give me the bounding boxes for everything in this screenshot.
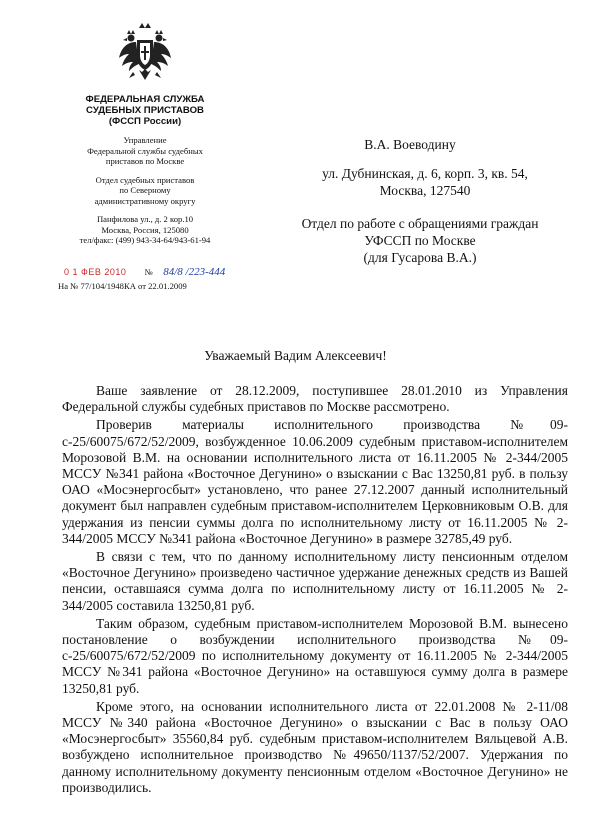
org-title-line2: СУДЕБНЫХ ПРИСТАВОВ: [86, 105, 204, 116]
paragraph-1: Ваше заявление от 28.12.2009, поступившее 28.01.2010 из Управления Федеральной службы судебных приставов по Москве рассмотрено.: [62, 383, 568, 415]
dept-line2: Федеральной службы судебных: [87, 145, 203, 156]
division-line3: административному округу: [94, 195, 196, 206]
paragraph-4: Таким образом, судебным приставом-исполнителем Морозовой В.М. вынесено постановление о возбуждении исполнительного производства №09-с-25/60075/672/52/2009 по исполнительному документу от 16.11.2005 № 2-344/2005 МССУ №341 района «Восточное Дегунино» на оставшуюся сумму долга в размере 13250,81 руб.: [62, 615, 568, 696]
dept-line3: приставов по Москве: [105, 156, 185, 166]
org-title-line1: ФЕДЕРАЛЬНАЯ СЛУЖБА: [85, 94, 205, 105]
salutation: Уважаемый Вадим Алексеевич!: [204, 348, 387, 363]
copy-recipient-line3: (для Гусарова В.А.): [363, 250, 477, 265]
addressee-name: В.А. Воеводину: [364, 137, 456, 152]
dept-line1: Управление: [123, 135, 167, 145]
addressee-city: Москва, 127540: [379, 183, 471, 198]
org-title-line3: (ФССП России): [108, 116, 182, 127]
letter-body: [62, 383, 568, 798]
paragraph-5: Кроме этого, на основании исполнительного листа от 22.01.2008 № 2-11/08 МССУ №340 района «Восточное Дегунино» о взыскании с Вас в пользу ОАО «Мосэнергосбыт» 35560,84 руб. судебным приставом-исполнителем Вяльцевой А.В. возбуждено исполнительное производство №49650/1137/52/2007. Удержания по данному исполнительному документу пенсионным отделом «Восточное Дегунино» не производились.: [62, 698, 568, 795]
paragraph-2: Проверив материалы исполнительного производства №09-с-25/60075/672/52/2009, возбужденное 10.06.2009 судебным приставом-исполнителем Морозовой В.М. на основании исполнительного листа от 16.11.2005 № 2-344/2005 МССУ №341 района «Восточное Дегунино» о взыскании с Вас 13250,81 руб. в пользу ОАО «Мосэнергосбыт» установлено, что ранее 27.12.2007 данный исполнительный документ был направлен судебным приставом-исполнителем Церковниковым О.В. для удержания из пенсии суммы долга по исполнительному листу от 16.11.2005 № 2-344/2005 МССУ №341 района «Восточное Дегунино» в размере 32785,49 руб.: [62, 417, 568, 546]
division-line1: Отдел судебных приставов: [95, 174, 195, 185]
addressee-street: ул. Дубнинская, д. 6, корп. 3, кв. 54,: [322, 166, 528, 181]
copy-recipient-line2: УФССП по Москве: [364, 233, 476, 248]
double-headed-eagle-emblem-icon: [117, 22, 173, 84]
number-label: №: [144, 267, 153, 277]
phone-fax-line: тел/факс: (499) 943-34-64/943-61-94: [79, 235, 211, 245]
sender-block: [60, 22, 230, 246]
registration-line: [64, 266, 225, 278]
copy-recipient-line1: Отдел по работе с обращениями граждан: [301, 216, 539, 231]
date-stamp: 0 1 ФЕВ 2010: [64, 267, 127, 277]
reference-line: На № 77/104/1948КА от 22.01.2009: [58, 281, 187, 291]
address-line1: Панфилова ул., д. 2 кор.10: [96, 214, 194, 224]
division-line2: по Северному: [119, 185, 171, 195]
paragraph-3: В связи с тем, что по данному исполнительному листу пенсионным отделом «Восточное Дегунино» произведено частичное удержание денежных средств из Вашей пенсии, оставшаяся сумма долга по исполнительному листу от 16.11.2005 № 2-344/2005 составила 13250,81 руб.: [62, 549, 568, 613]
address-line2: Москва, Россия, 125080: [101, 224, 189, 235]
handwritten-number: 84/8 /223-444: [163, 266, 226, 278]
